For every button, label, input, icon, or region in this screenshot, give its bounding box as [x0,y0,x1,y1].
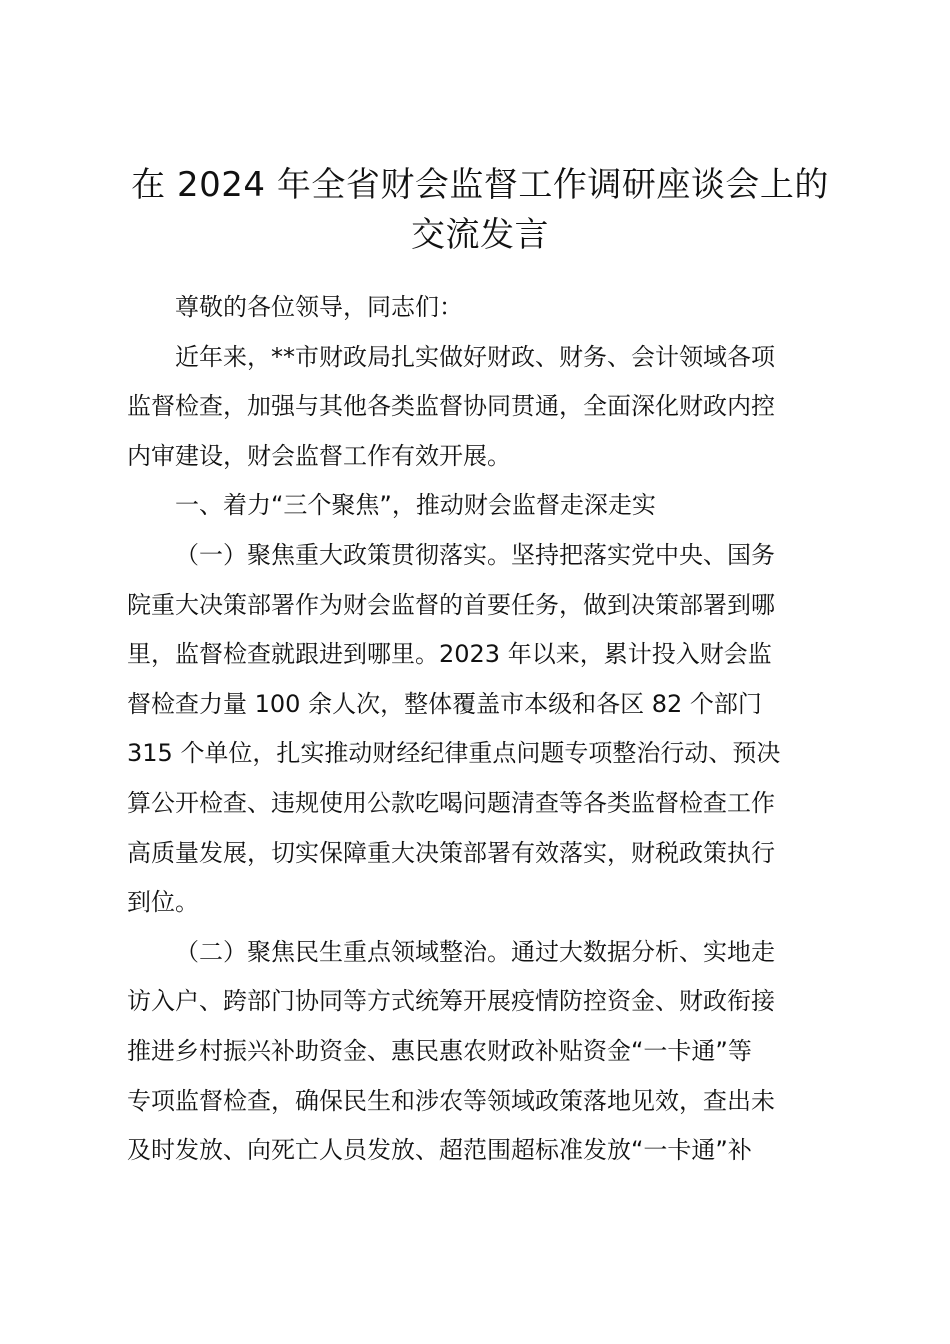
title-line-1: 在 2024 年全省财会监督工作调研座谈会上的 [131,165,829,205]
sub1-line-1: （一）聚焦重大政策贯彻落实。坚持把落实党中央、国务 [175,540,775,569]
sub1-line-5: 315 个单位，扎实推动财经纪律重点问题专项整治行动、预决 [127,739,781,768]
sub1-line-4: 督检查力量 100 余人次，整体覆盖市本级和各区 82 个部门 [127,689,762,718]
intro-paragraph [127,333,832,482]
subsection-2-paragraph [127,928,832,1176]
sub1-line-2: 院重大决策部署作为财会监督的首要任务，做到决策部署到哪 [127,590,775,619]
sub1-line-7: 高质量发展，切实保障重大决策部署有效落实，财税政策执行 [127,838,775,867]
sub2-line-4: 专项监督检查，确保民生和涉农等领域政策落地见效，查出未 [127,1086,775,1115]
sub2-line-5: 及时发放、向死亡人员发放、超范围超标准发放“一卡通”补 [127,1136,752,1165]
sub2-line-2: 访入户、跨部门协同等方式统筹开展疫情防控资金、财政衔接 [127,987,775,1016]
sub1-line-6: 算公开检查、违规使用公款吃喝问题清查等各类监督检查工作 [127,788,775,817]
intro-line-1: 近年来，**市财政局扎实做好财政、财务、会计领域各项 [175,342,775,371]
subsection-1-paragraph [127,531,832,928]
sub1-line-8: 到位。 [127,888,199,917]
title-line-2: 交流发言 [411,215,549,255]
section-heading: 一、着力“三个聚焦”，推动财会监督走深走实 [175,491,656,520]
intro-line-2: 监督检查，加强与其他各类监督协同贯通，全面深化财政内控 [127,392,775,421]
sub2-line-3: 推进乡村振兴补助资金、惠民惠农财政补贴资金“一卡通”等 [127,1036,752,1065]
document-title [110,160,850,260]
sub2-line-1: （二）聚焦民生重点领域整治。通过大数据分析、实地走 [175,937,775,966]
intro-line-3: 内审建设，财会监督工作有效开展。 [127,441,511,470]
salutation: 尊敬的各位领导，同志们： [175,293,463,321]
sub1-line-3: 里，监督检查就跟进到哪里。2023 年以来，累计投入财会监 [127,640,772,669]
document-body [127,283,832,1176]
